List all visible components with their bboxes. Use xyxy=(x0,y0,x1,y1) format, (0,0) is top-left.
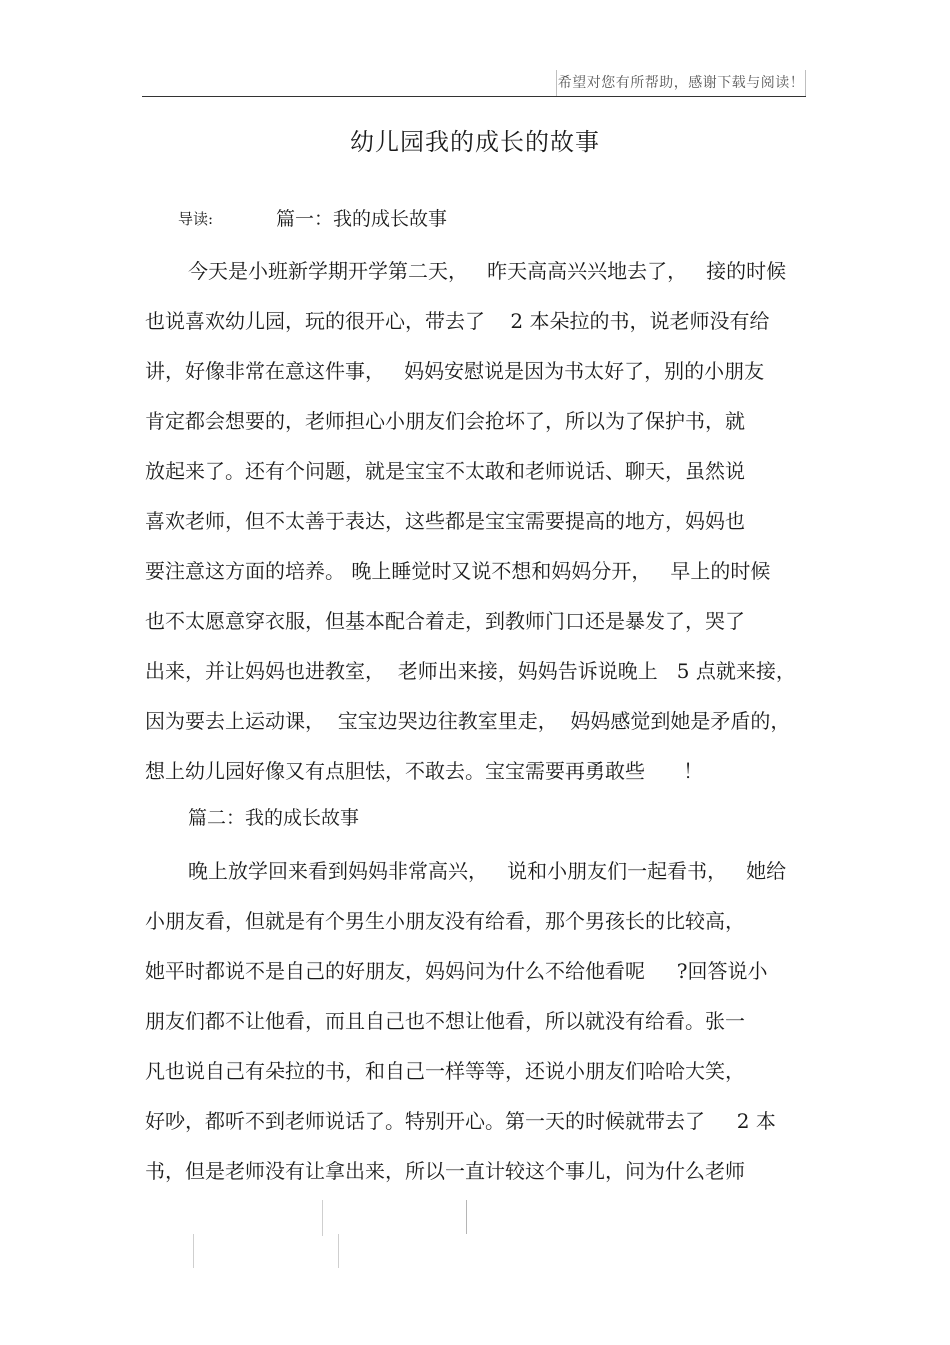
paragraph-line: 晚上放学回来看到妈妈非常高兴， 说和小朋友们一起看书， 她给 xyxy=(188,859,787,883)
paragraph-line: 书，但是老师没有让拿出来，所以一直计较这个事儿，问为什么老师 xyxy=(145,1159,745,1183)
paragraph-line: 放起来了。还有个问题，就是宝宝不太敢和老师说话、聊天，虽然说 xyxy=(145,459,745,483)
paragraph-line: 喜欢老师，但不太善于表达，这些都是宝宝需要提高的地方，妈妈也 xyxy=(145,509,745,533)
part2-heading: 篇二：我的成长故事 xyxy=(188,807,360,829)
header-note: 希望对您有所帮助，感谢下载与阅读！ xyxy=(556,70,806,96)
paragraph-line: 今天是小班新学期开学第二天， 昨天高高兴兴地去了， 接的时候 xyxy=(188,259,787,283)
scan-artifact-line xyxy=(193,1234,194,1268)
paragraph-line: 也不太愿意穿衣服，但基本配合着走，到教师门口还是暴发了，哭了 xyxy=(145,609,745,633)
document-title: 幼儿园我的成长的故事 xyxy=(350,128,600,156)
paragraph-line: 肯定都会想要的，老师担心小朋友们会抢坏了，所以为了保护书，就 xyxy=(145,409,745,433)
paragraph-line: 小朋友看，但就是有个男生小朋友没有给看，那个男孩长的比较高， xyxy=(145,909,745,933)
scan-artifact-line xyxy=(338,1234,339,1268)
paragraph-line: 也说喜欢幼儿园，玩的很开心，带去了 2 本朵拉的书，说老师没有给 xyxy=(145,309,770,333)
paragraph-line: 想上幼儿园好像又有点胆怯，不敢去。宝宝需要再勇敢些 ！ xyxy=(145,759,704,783)
scan-artifact-line xyxy=(322,1200,323,1236)
paragraph-line: 因为要去上运动课， 宝宝边哭边往教室里走， 妈妈感觉到她是矛盾的， xyxy=(145,709,791,733)
paragraph-line: 她平时都说不是自己的好朋友，妈妈问为什么不给他看呢 ?回答说小 xyxy=(145,959,768,983)
scan-artifact-line xyxy=(466,1200,467,1234)
paragraph-line: 出来，并让妈妈也进教室， 老师出来接，妈妈告诉说晚上 5 点就来接， xyxy=(145,659,796,683)
paragraph-line: 好吵，都听不到老师说话了。特别开心。第一天的时候就带去了 2 本 xyxy=(145,1109,776,1133)
part1-heading: 篇一：我的成长故事 xyxy=(276,208,448,230)
guide-label: 导读: xyxy=(178,210,214,228)
paragraph-line: 讲，好像非常在意这件事， 妈妈安慰说是因为书太好了，别的小朋友 xyxy=(145,359,765,383)
paragraph-line: 朋友们都不让他看，而且自己也不想让他看，所以就没有给看。张一 xyxy=(145,1009,745,1033)
paragraph-line: 凡也说自己有朵拉的书，和自己一样等等，还说小朋友们哈哈大笑， xyxy=(145,1059,745,1083)
header-rule xyxy=(142,96,806,97)
paragraph-line: 要注意这方面的培养。 晚上睡觉时又说不想和妈妈分开， 早上的时候 xyxy=(145,559,771,583)
